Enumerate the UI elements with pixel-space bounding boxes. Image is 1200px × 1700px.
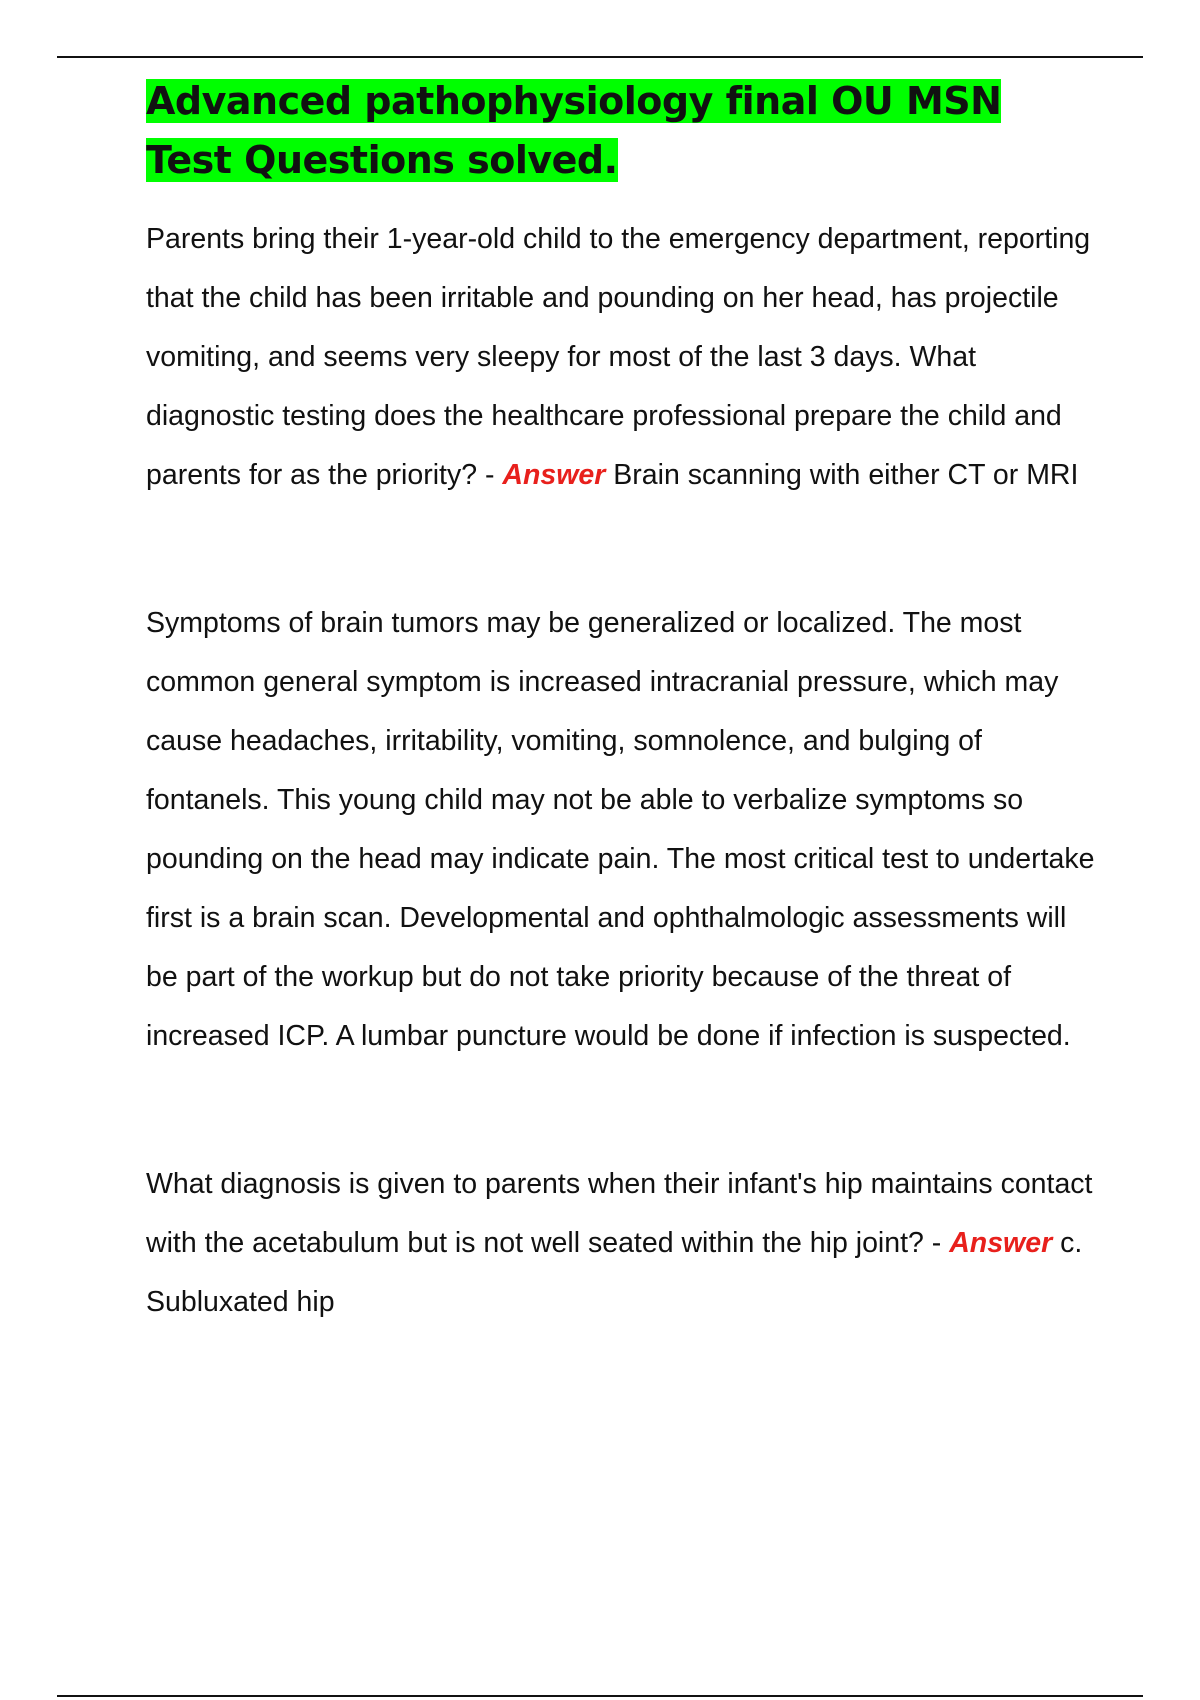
top-rule: [57, 56, 1143, 58]
title-highlight: Advanced pathophysiology final OU MSN Test Questions solved.: [146, 79, 1002, 182]
answer-label: Answer: [949, 1227, 1053, 1259]
document-body: [146, 72, 1096, 1332]
question-1: [146, 210, 1096, 505]
question-1-text: Parents bring their 1-year-old child to the emergency department, reporting that the child has been irritable and pounding on her head, has projectile vomiting, and seems very sleepy for most of the last 3 days. What diagnostic testing does the healthcare professional prepare the child and parents for as the priority? -: [146, 223, 1091, 491]
explanation-paragraph: Symptoms of brain tumors may be generalized or localized. The most common general symptom is increased intracranial pressure, which may cause headaches, irritability, vomiting, somnolence, and bulging of fontanels. This young child may not be able to verbalize symptoms so pounding on the head may indicate pain. The most critical test to undertake first is a brain scan. Developmental and ophthalmologic assessments will be part of the workup but do not take priority because of the threat of increased ICP. A lumbar puncture would be done if infection is suspected.: [146, 607, 1095, 1052]
bottom-rule: [57, 1695, 1143, 1697]
question-2: [146, 1155, 1096, 1332]
question-2-text: What diagnosis is given to parents when their infant's hip maintains contact with the acetabulum but is not well seated within the hip joint? -: [146, 1168, 1093, 1259]
document-title: [146, 72, 1096, 190]
answer-label: Answer: [502, 459, 606, 491]
answer-1-text: Brain scanning with either CT or MRI: [605, 459, 1079, 491]
answer-2-text: c. Subluxated hip: [146, 1227, 1083, 1318]
